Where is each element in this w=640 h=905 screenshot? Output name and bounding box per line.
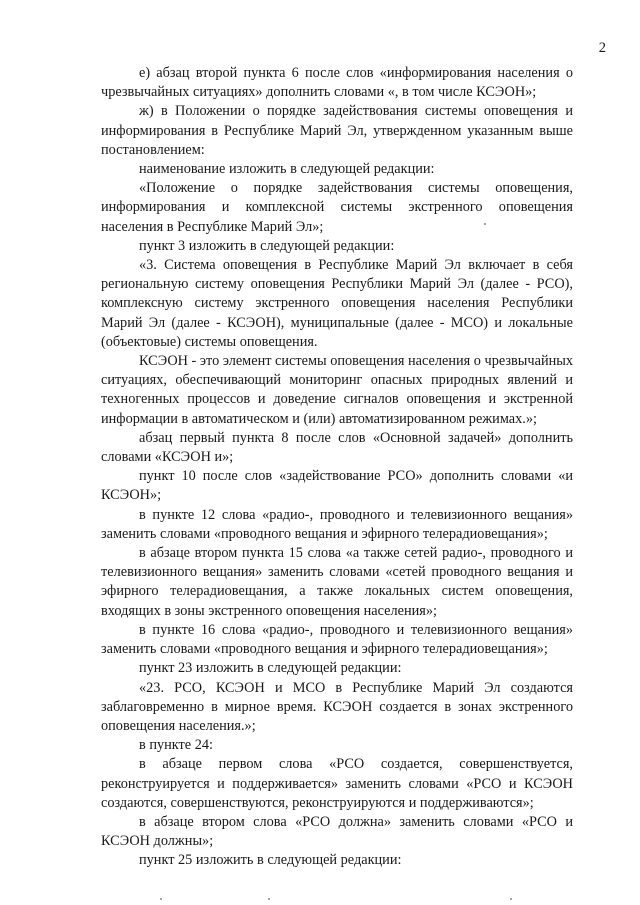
paragraph: пункт 23 изложить в следующей редакции: (139, 660, 402, 677)
paragraph: в пункте 16 слова «радио-, проводного и телевизионного вещания» заменить словами «проводного вещания и эфирного телерадиовещания»; (101, 621, 573, 658)
paragraph: абзац первый пункта 8 после слов «Основной задачей» дополнить словами «КСЭОН и»; (101, 429, 573, 466)
paragraph: е) абзац второй пункта 6 после слов «информирования населения о чрезвычайных ситуациях» дополнить словами «, в том числе КСЭОН»; (101, 65, 573, 101)
paragraph: в абзаце втором пункта 15 слова «а также сетей радио-, проводного и телевизионного вещания» заменить словами «сетей проводного вещания и эфирного телерадиовещания, а также локальных систем оповещения, входящих в зоны экстренного оповещения населения»; (101, 545, 573, 619)
scan-speck (510, 898, 512, 900)
page-number: 2 (598, 40, 606, 56)
paragraph: ж) в Положении о порядке задействования системы оповещения и информирования в Республике Марий Эл, утвержденном указанным выше постановлением: (101, 103, 573, 158)
paragraph: «23. РСО, КСЭОН и МСО в Республике Марий Эл создаются заблаговременно в мирное время. КСЭОН создается в зонах экстренного оповещения населения.»; (101, 679, 573, 734)
paragraph: пункт 25 изложить в следующей редакции: (139, 852, 402, 869)
paragraph: наименование изложить в следующей редакции: (139, 161, 435, 178)
document-body (101, 64, 573, 871)
scan-speck (160, 898, 162, 900)
paragraph: в пункте 12 слова «радио-, проводного и телевизионного вещания» заменить словами «проводного вещания и эфирного телерадиовещания»; (101, 506, 573, 542)
paragraph: в абзаце первом слова «РСО создается, совершенствуется, реконструируется и поддерживается» заменить словами «РСО и КСЭОН создаются, совершенствуются, реконструируются и поддерживаются»; (101, 756, 573, 811)
paragraph: пункт 10 после слов «задействование РСО» дополнить словами «и КСЭОН»; (101, 468, 573, 504)
paragraph: в пункте 24: (139, 737, 213, 754)
scan-speck (268, 898, 270, 900)
paragraph: пункт 3 изложить в следующей редакции: (139, 237, 395, 254)
scan-speck (484, 223, 486, 225)
paragraph: КСЭОН - это элемент системы оповещения населения о чрезвычайных ситуациях, обеспечивающий мониторинг опасных природных явлений и техногенных процессов и доведение сигналов оповещения и экстренной информации в автоматическом и (или) автоматизированном режимах.»; (101, 353, 573, 427)
paragraph: в абзаце втором слова «РСО должна» заменить словами «РСО и КСЭОН должны»; (101, 813, 573, 850)
paragraph: «3. Система оповещения в Республике Марий Эл включает в себя региональную систему оповещения Республики Марий Эл (далее - РСО), комплексную систему экстренного оповещения населения Республики Марий Эл (далее - КСЭОН), муниципальные (далее - МСО) и локальные (объектовые) системы оповещения. (101, 257, 573, 350)
paragraph: «Положение о порядке задействования системы оповещения, информирования и комплексной системы экстренного оповещения населения в Республике Марий Эл»; (101, 180, 573, 235)
